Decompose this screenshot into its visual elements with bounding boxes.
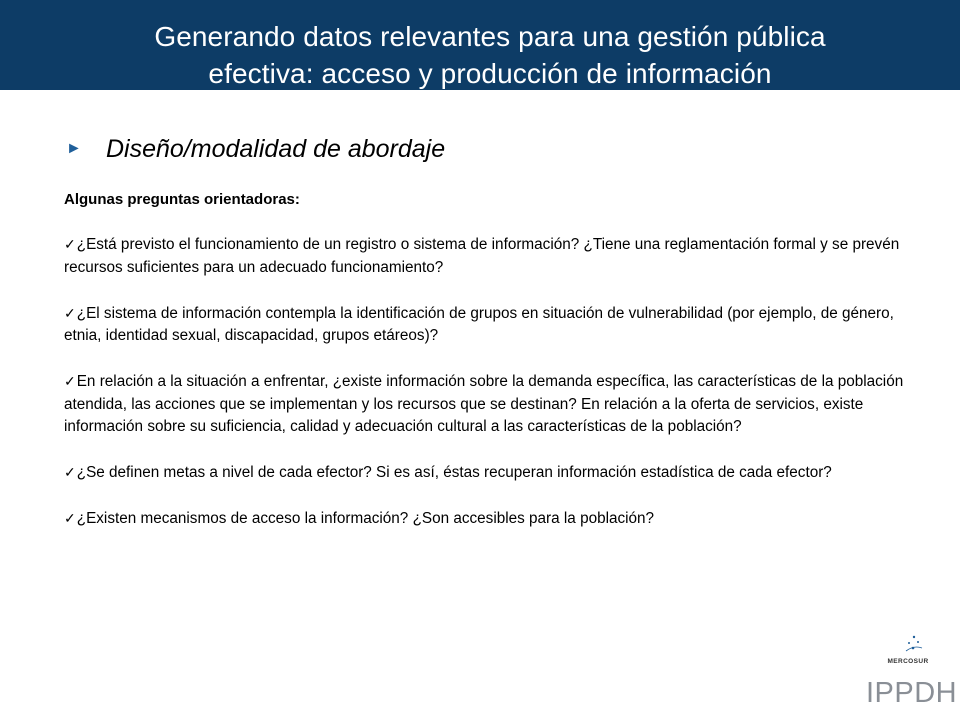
- logo-org-text: MERCOSUR: [887, 658, 929, 665]
- slide-title: Generando datos relevantes para una gestión pública efectiva: acceso y producción de información: [154, 21, 826, 89]
- question-item: [64, 461, 924, 485]
- section-heading: [66, 131, 445, 167]
- ippdh-logo: [856, 630, 960, 720]
- checkmark-icon: ✓: [64, 373, 76, 389]
- triangle-right-icon: ►: [66, 140, 82, 157]
- checkmark-icon: ✓: [64, 236, 76, 252]
- question-text: ¿Existen mecanismos de acceso la información? ¿Son accesibles para la población?: [76, 510, 655, 527]
- title-banner: [0, 0, 960, 90]
- checkmark-icon: ✓: [64, 304, 76, 321]
- question-text: ¿Está previsto el funcionamiento de un registro o sistema de información? ¿Tiene una reglamentación formal y se prevén recursos suficientes para un adecuado funcionamiento?: [64, 236, 900, 276]
- question-item: [64, 370, 924, 439]
- question-text: ¿Se definen metas a nivel de cada efector? Si es así, éstas recuperan información estadística de cada efector?: [76, 464, 832, 481]
- logo-name-text: IPPDH: [866, 677, 958, 709]
- question-item: [64, 233, 924, 279]
- question-text: En relación a la situación a enfrentar, ¿existe información sobre la demanda específica, las características de la población atendida, las acciones que se implementan y los recursos que se destinan? En relación a la oferta de servicios, existe información sobre su suficiencia, calidad y adecuación cultural a las características de la población?: [64, 373, 904, 435]
- checkmark-icon: ✓: [64, 510, 76, 526]
- intro-label: Algunas preguntas orientadoras:: [64, 191, 300, 208]
- question-item: [64, 507, 924, 531]
- question-text: ¿El sistema de información contempla la identificación de grupos en situación de vulnerabilidad (por ejemplo, de género, etnia, identidad sexual, discapacidad, grupos etáreos)?: [64, 304, 894, 344]
- question-list: [64, 233, 924, 553]
- question-item: [64, 302, 924, 348]
- mercosur-stars-icon: [904, 634, 924, 654]
- section-heading-text: Diseño/modalidad de abordaje: [106, 135, 446, 163]
- checkmark-icon: ✓: [64, 464, 76, 480]
